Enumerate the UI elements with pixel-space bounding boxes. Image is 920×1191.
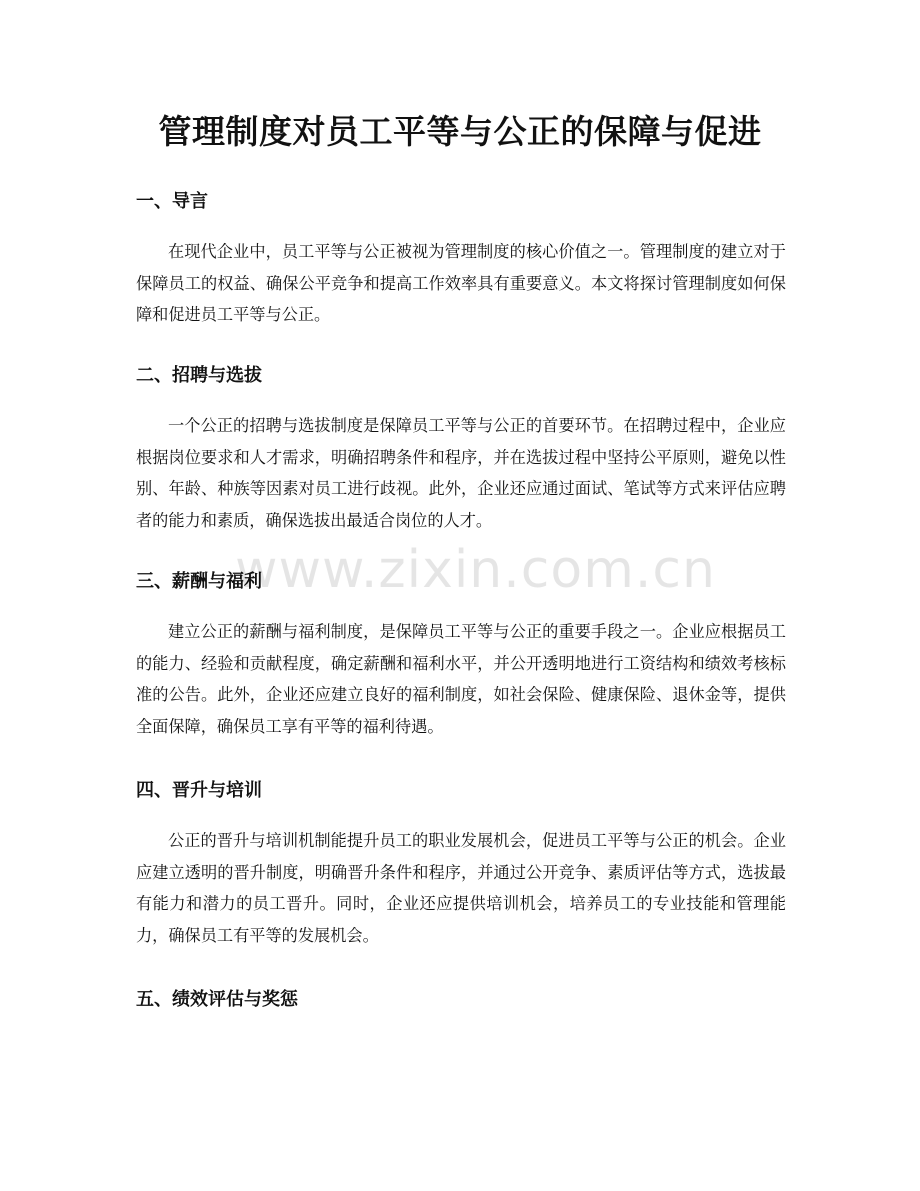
section-paragraph: 公正的晋升与培训机制能提升员工的职业发展机会，促进员工平等与公正的机会。企业应建立透明的晋升制度，明确晋升条件和程序，并通过公开竞争、素质评估等方式，选拔最有能力和潜力的员工晋升。同时，企业还应提供培训机会，培养员工的专业技能和管理能力，确保员工有平等的发展机会。 [136,831,786,945]
section-compensation [136,568,786,742]
section-introduction [136,188,786,331]
section-heading: 三、薪酬与福利 [136,571,262,592]
section-promotion [136,777,786,951]
watermark: www.zixin.com.cn [235,540,716,600]
section-heading: 四、晋升与培训 [136,780,262,801]
document-title: 管理制度对员工平等与公正的保障与促进 [158,112,762,151]
section-heading: 一、导言 [136,191,208,212]
section-heading: 五、绩效评估与奖惩 [136,989,298,1010]
section-paragraph: 建立公正的薪酬与福利制度，是保障员工平等与公正的重要手段之一。企业应根据员工的能力、经验和贡献程度，确定薪酬和福利水平，并公开透明地进行工资结构和绩效考核标准的公告。此外，企业还应建立良好的福利制度，如社会保险、健康保险、退休金等，提供全面保障，确保员工享有平等的福利待遇。 [136,622,786,736]
section-paragraph: 一个公正的招聘与选拔制度是保障员工平等与公正的首要环节。在招聘过程中，企业应根据岗位要求和人才需求，明确招聘条件和程序，并在选拔过程中坚持公平原则，避免以性别、年龄、种族等因素对员工进行歧视。此外，企业还应通过面试、笔试等方式来评估应聘者的能力和素质，确保选拔出最适合岗位的人才。 [136,416,786,530]
section-paragraph: 在现代企业中，员工平等与公正被视为管理制度的核心价值之一。管理制度的建立对于保障员工的权益、确保公平竞争和提高工作效率具有重要意义。本文将探讨管理制度如何保障和促进员工平等与公正。 [136,242,786,324]
section-performance [136,986,786,1014]
section-heading: 二、招聘与选拔 [136,365,262,386]
section-recruitment [136,362,786,536]
